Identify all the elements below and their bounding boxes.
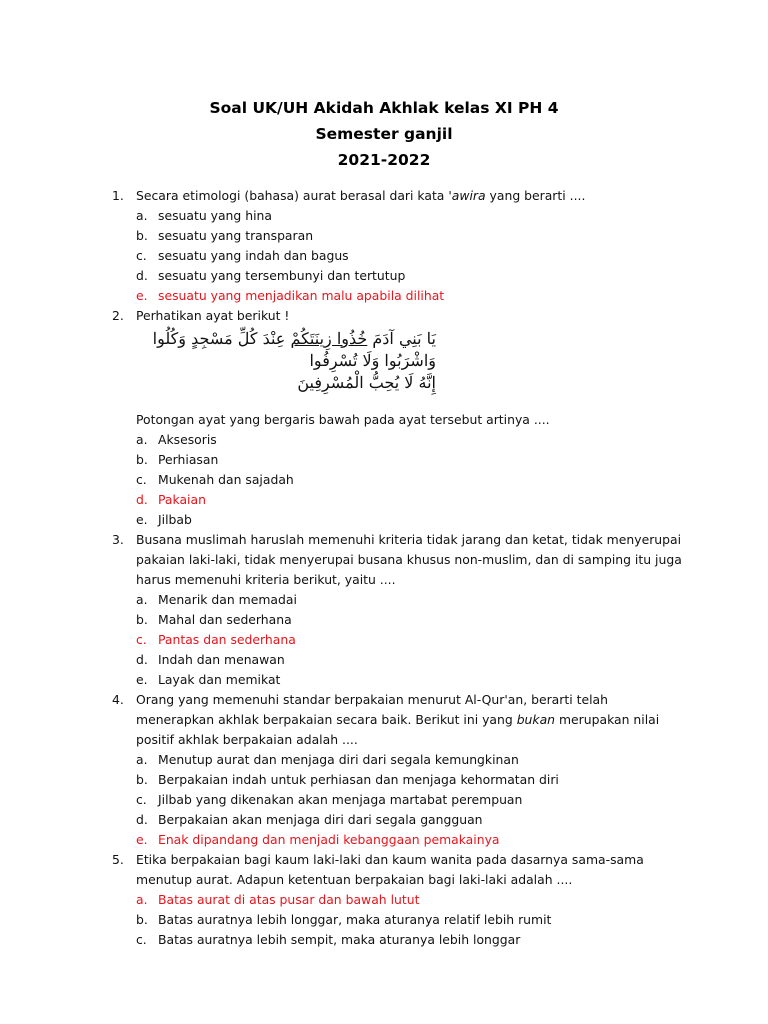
option-5c[interactable]: c. Batas auratnya lebih sempit, maka aturanya lebih longgar <box>136 932 521 947</box>
option-5a-correct[interactable]: a. Batas aurat di atas pusar dan bawah lutut <box>136 892 420 907</box>
underlined-verse-fragment: خُذُوا زِينَتَكُمْ <box>290 329 368 348</box>
option-3c-correct[interactable]: c. Pantas dan sederhana <box>136 632 296 647</box>
italic-term: bukan <box>516 712 556 727</box>
option-2c[interactable]: c. Mukenah dan sajadah <box>136 472 294 487</box>
question-3 <box>110 530 690 590</box>
question-number: 5. <box>112 852 124 867</box>
arabic-verse-line-2: إِنَّهُ لَا يُحِبُّ الْمُسْرِفِينَ <box>297 373 436 392</box>
option-1b[interactable]: b. sesuatu yang transparan <box>136 228 314 243</box>
title-line-3: 2021-2022 <box>337 151 431 169</box>
option-2b[interactable]: b. Perhiasan <box>136 452 219 467</box>
option-3a[interactable]: a. Menarik dan memadai <box>136 592 297 607</box>
option-3b[interactable]: b. Mahal dan sederhana <box>136 612 292 627</box>
question-number: 1. <box>112 188 124 203</box>
option-1e-correct[interactable]: e. sesuatu yang menjadikan malu apabila dilihat <box>136 288 445 303</box>
question-2 <box>110 306 690 326</box>
option-2e[interactable]: e. Jilbab <box>136 512 192 527</box>
italic-term: 'awira <box>448 188 486 203</box>
question-text: Secara etimologi (bahasa) aurat berasal dari kata 'awira yang berarti .... <box>136 188 586 203</box>
arabic-verse <box>110 328 436 394</box>
question-number: 2. <box>112 308 124 323</box>
question-number: 4. <box>112 692 124 707</box>
document-title <box>0 95 768 173</box>
option-4b[interactable]: b. Berpakaian indah untuk perhiasan dan menjaga kehormatan diri <box>136 772 559 787</box>
option-1a[interactable]: a. sesuatu yang hina <box>136 208 272 223</box>
question-5 <box>110 850 690 890</box>
option-4d[interactable]: d. Berpakaian akan menjaga diri dari segala gangguan <box>136 812 483 827</box>
option-4c[interactable]: c. Jilbab yang dikenakan akan menjaga martabat perempuan <box>136 792 523 807</box>
option-5b[interactable]: b. Batas auratnya lebih longgar, maka aturanya relatif lebih rumit <box>136 912 552 927</box>
option-3e[interactable]: e. Layak dan memikat <box>136 672 281 687</box>
option-4a[interactable]: a. Menutup aurat dan menjaga diri dari segala kemungkinan <box>136 752 519 767</box>
option-2a[interactable]: a. Aksesoris <box>136 432 217 447</box>
question-text: Perhatikan ayat berikut ! <box>136 308 290 323</box>
option-1c[interactable]: c. sesuatu yang indah dan bagus <box>136 248 349 263</box>
title-line-1: Soal UK/UH Akidah Akhlak kelas XI PH 4 <box>209 99 559 117</box>
arabic-verse-line-1: يَا بَنِي آدَمَ خُذُوا زِينَتَكُمْ عِنْدَ كُلِّ مَسْجِدٍ وَكُلُوا وَاشْرَبُوا وَلَا تُسْرِفُوا <box>152 329 436 370</box>
question-4 <box>110 690 690 750</box>
question-text: Busana muslimah haruslah memenuhi kriteria tidak jarang dan ketat, tidak menyerupai pakaian laki-laki, tidak menyerupai busana khusus non-muslim, dan di samping itu juga harus memenuhi kriteria berikut, yaitu .... <box>136 532 682 587</box>
question-number: 3. <box>112 532 124 547</box>
question-list <box>110 186 690 950</box>
option-4e-correct[interactable]: e. Enak dipandang dan menjadi kebanggaan pemakainya <box>136 832 500 847</box>
question-prompt: Potongan ayat yang bergaris bawah pada ayat tersebut artinya .... <box>136 412 550 427</box>
question-text: Orang yang memenuhi standar berpakaian menurut Al-Qur'an, berarti telah menerapkan akhlak berpakaian secara baik. Berikut ini yang bukan merupakan nilai positif akhlak berpakaian adalah .... <box>136 692 660 747</box>
question-1 <box>110 186 690 206</box>
option-3d[interactable]: d. Indah dan menawan <box>136 652 285 667</box>
option-2d-correct[interactable]: d. Pakaian <box>136 492 206 507</box>
title-line-2: Semester ganjil <box>315 125 453 143</box>
question-text: Etika berpakaian bagi kaum laki-laki dan kaum wanita pada dasarnya sama-sama menutup aurat. Adapun ketentuan berpakaian bagi laki-laki adalah .... <box>136 852 644 887</box>
option-1d[interactable]: d. sesuatu yang tersembunyi dan tertutup <box>136 268 406 283</box>
